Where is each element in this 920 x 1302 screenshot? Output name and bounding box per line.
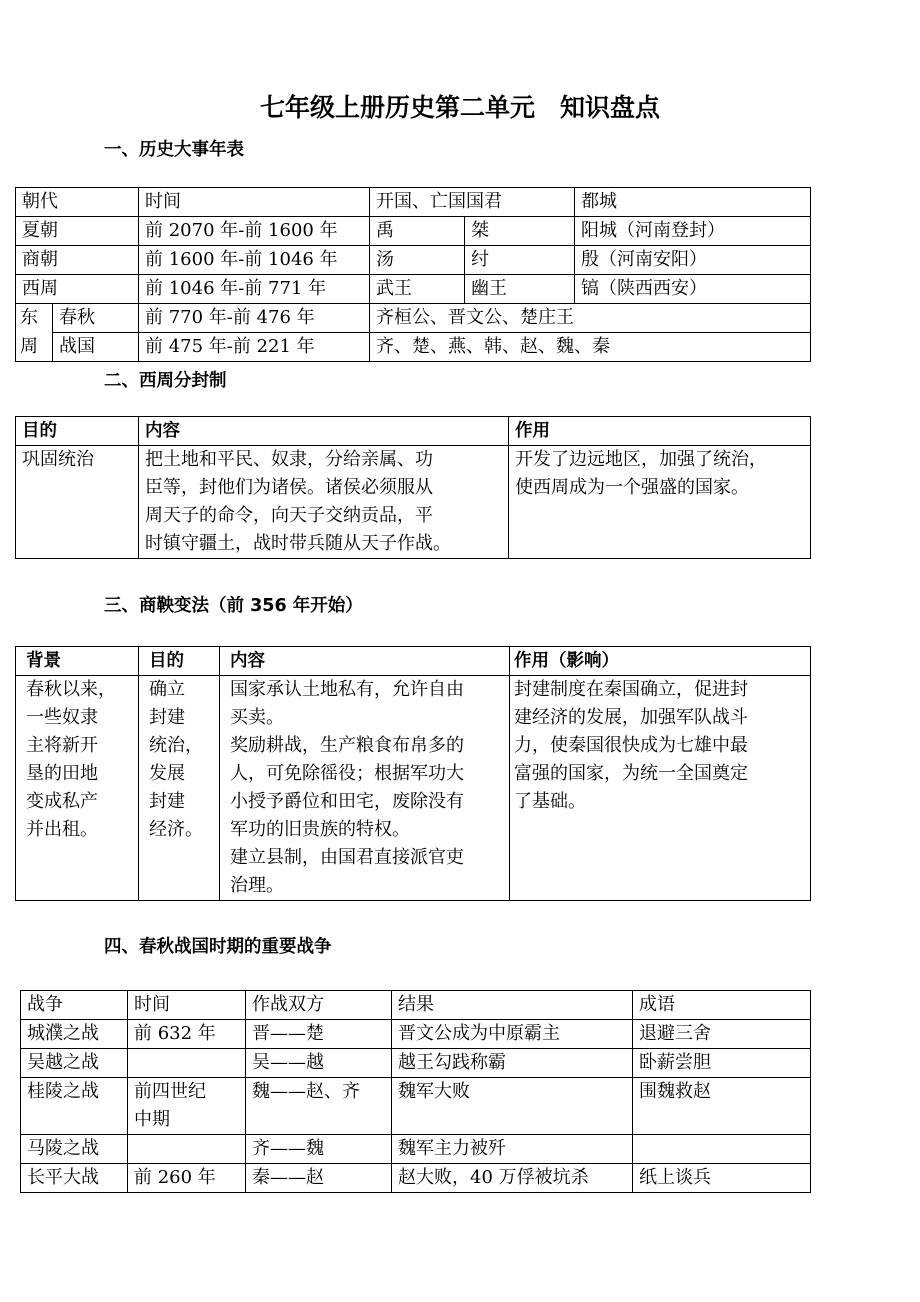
cell-purpose: 巩固统治 (16, 446, 139, 559)
cell-purpose: 确立 封建 统治， 发展 封建 经济。 (139, 676, 220, 901)
header-sides: 作战双方 (246, 991, 392, 1020)
cell-idiom: 纸上谈兵 (633, 1164, 811, 1193)
cell-result: 晋文公成为中原霸主 (392, 1020, 633, 1049)
header-time: 时间 (128, 991, 246, 1020)
table-row (16, 246, 811, 275)
cell-effect: 开发了边远地区，加强了统治， 使西周成为一个强盛的国家。 (509, 446, 811, 559)
cell-last-ruler: 幽王 (465, 275, 575, 304)
cell-founder: 武王 (370, 275, 465, 304)
cell-sides: 秦——赵 (246, 1164, 392, 1193)
header-result: 结果 (392, 991, 633, 1020)
table-row (21, 1078, 811, 1135)
cell-sides: 吴——越 (246, 1049, 392, 1078)
table-header-row (16, 647, 811, 676)
section-heading-fengjian: 二、西周分封制 (104, 371, 227, 391)
wars-table (20, 990, 811, 1193)
cell-time: 前 2070 年-前 1600 年 (139, 217, 370, 246)
cell-last-ruler: 桀 (465, 217, 575, 246)
cell-war: 马陵之战 (21, 1135, 128, 1164)
cell-effect: 封建制度在秦国确立，促进封 建经济的发展，加强军队战斗 力，使秦国很快成为七雄中最 富强的国家，为统一全国奠定 了基础。 (510, 676, 811, 901)
header-content: 内容 (139, 417, 509, 446)
header-content: 内容 (220, 647, 510, 676)
cell-sides: 齐——魏 (246, 1135, 392, 1164)
cell-content: 国家承认土地私有，允许自由 买卖。 奖励耕战，生产粮食布帛多的 人，可免除徭役；根据军功大 小授予爵位和田宅，废除没有 军功的旧贵族的特权。 建立县制，由国君直接派官吏 治理。 (220, 676, 510, 901)
cell-period: 战国 (53, 333, 139, 362)
cell-time: 前 770 年-前 476 年 (139, 304, 370, 333)
cell-period: 春秋 (53, 304, 139, 333)
table-row (21, 1049, 811, 1078)
cell-time (128, 1049, 246, 1078)
cell-result: 赵大败，40 万俘被坑杀 (392, 1164, 633, 1193)
cell-sides: 魏——赵、齐 (246, 1078, 392, 1135)
cell-dongzhou-bottom: 周 (16, 333, 53, 362)
header-dynasty: 朝代 (16, 188, 139, 217)
cell-dynasty: 西周 (16, 275, 139, 304)
header-time: 时间 (139, 188, 370, 217)
cell-capital: 阳城（河南登封） (575, 217, 811, 246)
page-title: 七年级上册历史第二单元 知识盘点 (259, 93, 660, 122)
header-rulers: 开国、亡国国君 (370, 188, 575, 217)
table-row (16, 676, 811, 901)
section-heading-timeline: 一、历史大事年表 (104, 140, 244, 160)
cell-founder: 禹 (370, 217, 465, 246)
cell-founder: 汤 (370, 246, 465, 275)
section-heading-wars: 四、春秋战国时期的重要战争 (104, 937, 332, 957)
table-header-row (21, 991, 811, 1020)
cell-sides: 晋——楚 (246, 1020, 392, 1049)
cell-idiom: 卧薪尝胆 (633, 1049, 811, 1078)
table-row (21, 1020, 811, 1049)
table-row (16, 446, 811, 559)
cell-war: 长平大战 (21, 1164, 128, 1193)
cell-idiom: 退避三舍 (633, 1020, 811, 1049)
cell-result: 魏军主力被歼 (392, 1135, 633, 1164)
table-row (16, 217, 811, 246)
cell-dynasty: 商朝 (16, 246, 139, 275)
header-effect: 作用 (509, 417, 811, 446)
table-row (16, 304, 811, 333)
cell-war: 城濮之战 (21, 1020, 128, 1049)
cell-time: 前 475 年-前 221 年 (139, 333, 370, 362)
shangyang-table (15, 646, 811, 901)
cell-war: 桂陵之战 (21, 1078, 128, 1135)
fengjian-table (15, 416, 811, 559)
cell-last-ruler: 纣 (465, 246, 575, 275)
header-war: 战争 (21, 991, 128, 1020)
header-background: 背景 (16, 647, 139, 676)
header-purpose: 目的 (16, 417, 139, 446)
table-row (21, 1164, 811, 1193)
cell-war: 吴越之战 (21, 1049, 128, 1078)
header-capital: 都城 (575, 188, 811, 217)
section-heading-shangyang: 三、商鞅变法（前 356 年开始） (104, 596, 363, 616)
cell-rulers: 齐、楚、燕、韩、赵、魏、秦 (370, 333, 811, 362)
cell-dongzhou-top: 东 (16, 304, 53, 333)
header-effect: 作用（影响） (510, 647, 811, 676)
cell-time: 前 1600 年-前 1046 年 (139, 246, 370, 275)
cell-rulers: 齐桓公、晋文公、楚庄王 (370, 304, 811, 333)
table-row (21, 1135, 811, 1164)
cell-time: 前四世纪 中期 (128, 1078, 246, 1135)
cell-time (128, 1135, 246, 1164)
header-idiom: 成语 (633, 991, 811, 1020)
timeline-table (15, 187, 811, 362)
cell-capital: 殷（河南安阳） (575, 246, 811, 275)
cell-capital: 镐（陕西西安） (575, 275, 811, 304)
cell-background: 春秋以来， 一些奴隶 主将新开 垦的田地 变成私产 并出租。 (16, 676, 139, 901)
cell-dynasty: 夏朝 (16, 217, 139, 246)
table-header-row (16, 188, 811, 217)
cell-time: 前 1046 年-前 771 年 (139, 275, 370, 304)
cell-idiom (633, 1135, 811, 1164)
table-row (16, 275, 811, 304)
cell-content: 把土地和平民、奴隶，分给亲属、功 臣等，封他们为诸侯。诸侯必须服从 周天子的命令，向天子交纳贡品，平 时镇守疆土，战时带兵随从天子作战。 (139, 446, 509, 559)
table-header-row (16, 417, 811, 446)
cell-idiom: 围魏救赵 (633, 1078, 811, 1135)
cell-time: 前 632 年 (128, 1020, 246, 1049)
cell-time: 前 260 年 (128, 1164, 246, 1193)
header-purpose: 目的 (139, 647, 220, 676)
cell-result: 魏军大败 (392, 1078, 633, 1135)
cell-result: 越王勾践称霸 (392, 1049, 633, 1078)
table-row (16, 333, 811, 362)
